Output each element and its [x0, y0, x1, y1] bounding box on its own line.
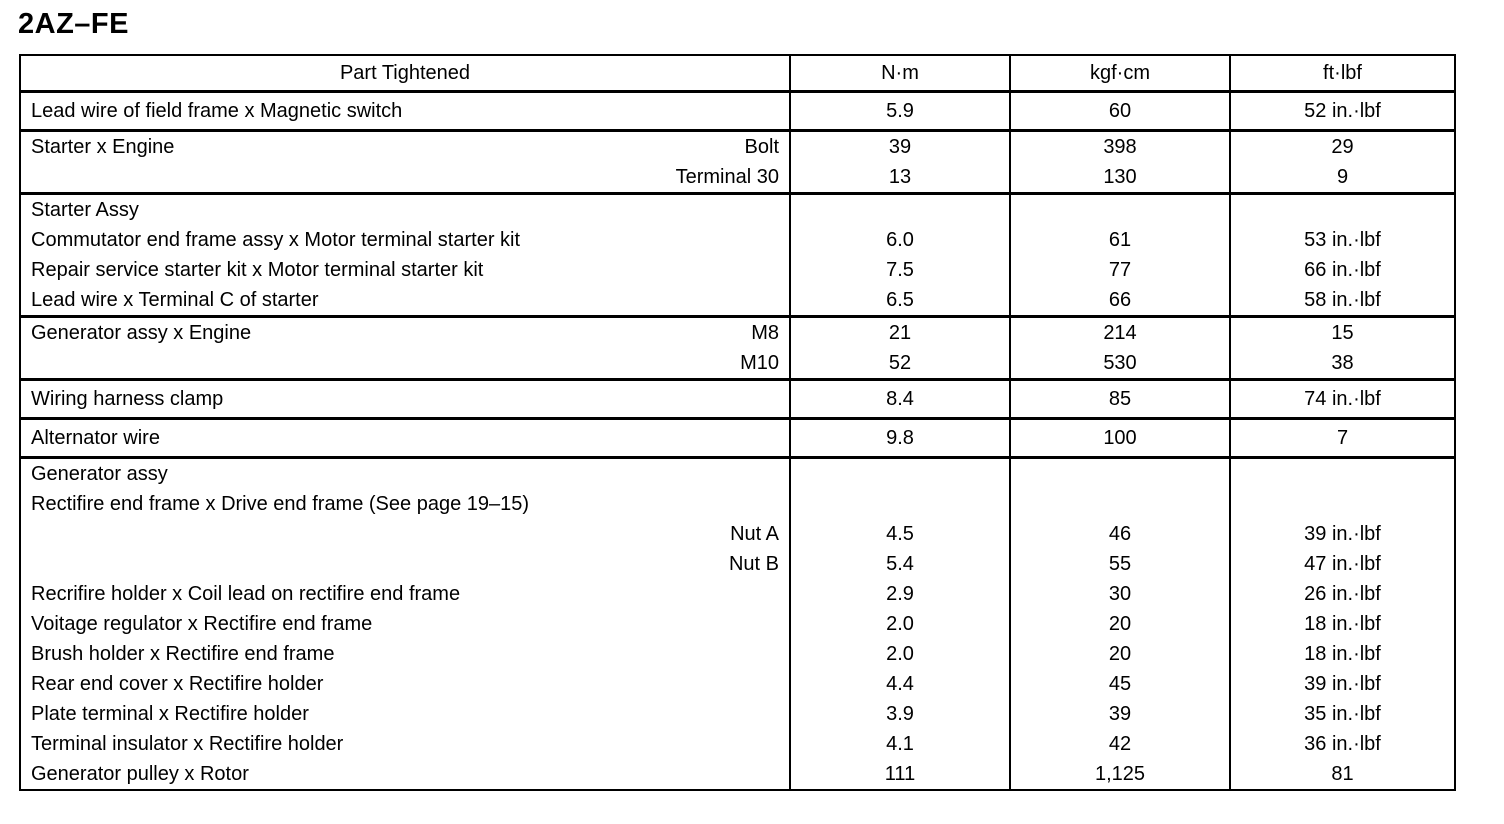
- value-nm: [791, 459, 1009, 489]
- cell-nm: [790, 131, 1010, 194]
- cell-nm: [790, 419, 1010, 458]
- table-row: [20, 317, 1455, 380]
- value-kgf: 30: [1108, 583, 1132, 605]
- part-name: Commutator end frame assy x Motor terminal starter kit: [31, 229, 521, 251]
- value-kgf: 60: [1108, 100, 1132, 122]
- table-row: [20, 419, 1455, 458]
- part-line: [21, 579, 789, 609]
- part-name: Rear end cover x Rectifire holder: [31, 673, 324, 695]
- value-ft: 26 in.·lbf: [1304, 583, 1381, 605]
- part-line: [21, 669, 789, 699]
- value-ft: 39 in.·lbf: [1304, 673, 1381, 695]
- part-line: [21, 609, 789, 639]
- value-kgf: 130: [1103, 166, 1137, 188]
- part-sub-label: M8: [751, 322, 779, 344]
- value-nm: 8.4: [886, 388, 914, 410]
- cell-nm: [790, 458, 1010, 791]
- cell-part: [20, 419, 790, 458]
- part-name: Generator pulley x Rotor: [31, 763, 249, 785]
- value-kgf: 100: [1103, 427, 1137, 449]
- value-ft: 81: [1331, 763, 1354, 785]
- value-kgf: 42: [1108, 733, 1132, 755]
- part-name: Generator assy: [31, 463, 168, 485]
- table-row: [20, 92, 1455, 131]
- part-line: [21, 699, 789, 729]
- part-name: Plate terminal x Rectifire holder: [31, 703, 309, 725]
- value-nm: 39: [888, 136, 912, 158]
- value-ft: [1231, 489, 1454, 519]
- value-nm: 2.0: [886, 613, 914, 635]
- value-ft: 47 in.·lbf: [1304, 553, 1381, 575]
- cell-ft: [1230, 131, 1455, 194]
- cell-kgf: [1010, 194, 1230, 317]
- part-name: Starter Assy: [31, 199, 139, 221]
- value-nm: 21: [888, 322, 912, 344]
- row-group: [20, 317, 1455, 380]
- row-group: [20, 380, 1455, 419]
- part-sub-label: M10: [740, 352, 779, 374]
- part-line: [21, 639, 789, 669]
- value-nm: 9.8: [886, 427, 914, 449]
- cell-ft: [1230, 317, 1455, 380]
- value-kgf: 398: [1103, 136, 1137, 158]
- cell-kgf: [1010, 458, 1230, 791]
- part-name: Lead wire of field frame x Magnetic switch: [31, 100, 403, 122]
- value-ft: 58 in.·lbf: [1304, 289, 1381, 311]
- cell-nm: [790, 92, 1010, 131]
- value-kgf: [1011, 489, 1229, 519]
- cell-nm: [790, 380, 1010, 419]
- value-kgf: [1011, 459, 1229, 489]
- part-name: Voitage regulator x Rectifire end frame: [31, 613, 373, 635]
- part-line: [21, 348, 789, 378]
- cell-ft: [1230, 419, 1455, 458]
- value-nm: [791, 489, 1009, 519]
- part-line: [21, 549, 789, 579]
- value-nm: 6.0: [886, 229, 914, 251]
- row-group: [20, 131, 1455, 194]
- cell-kgf: [1010, 419, 1230, 458]
- part-name: Recrifire holder x Coil lead on rectifire end frame: [31, 583, 461, 605]
- part-line: [21, 420, 789, 456]
- part-line: [21, 285, 789, 315]
- value-nm: 2.9: [886, 583, 914, 605]
- part-name: Terminal insulator x Rectifire holder: [31, 733, 344, 755]
- part-sub-label: Nut B: [728, 553, 779, 575]
- value-kgf: 20: [1108, 643, 1132, 665]
- value-ft: 18 in.·lbf: [1304, 643, 1381, 665]
- value-ft: 36 in.·lbf: [1304, 733, 1381, 755]
- part-line: [21, 459, 789, 489]
- part-line: [21, 381, 789, 417]
- cell-ft: [1230, 194, 1455, 317]
- value-kgf: 55: [1108, 553, 1132, 575]
- value-nm: 13: [888, 166, 912, 188]
- row-group: [20, 458, 1455, 791]
- part-name: Wiring harness clamp: [31, 388, 224, 410]
- header-ft: ft·lbf: [1230, 55, 1455, 92]
- cell-kgf: [1010, 92, 1230, 131]
- cell-part: [20, 317, 790, 380]
- cell-ft: [1230, 92, 1455, 131]
- value-ft: 52 in.·lbf: [1304, 100, 1381, 122]
- value-ft: 38: [1331, 352, 1354, 374]
- cell-kgf: [1010, 131, 1230, 194]
- part-name: Repair service starter kit x Motor terminal starter kit: [31, 259, 484, 281]
- part-name: Brush holder x Rectifire end frame: [31, 643, 335, 665]
- value-ft: [1231, 195, 1454, 225]
- value-nm: 4.4: [886, 673, 914, 695]
- part-line: [21, 759, 789, 789]
- cell-part: [20, 458, 790, 791]
- value-nm: 7.5: [886, 259, 914, 281]
- value-ft: 53 in.·lbf: [1304, 229, 1381, 251]
- part-line: [21, 225, 789, 255]
- row-group: [20, 92, 1455, 131]
- value-kgf: 46: [1108, 523, 1132, 545]
- part-sub-label: Bolt: [744, 136, 779, 158]
- row-group: [20, 194, 1455, 317]
- value-ft: [1231, 459, 1454, 489]
- part-line: [21, 729, 789, 759]
- part-line: [21, 489, 789, 519]
- part-line: [21, 519, 789, 549]
- value-nm: 5.9: [886, 100, 914, 122]
- value-nm: 52: [888, 352, 912, 374]
- part-name: Rectifire end frame x Drive end frame (See page 19–15): [31, 493, 530, 515]
- value-kgf: 77: [1108, 259, 1132, 281]
- value-nm: 4.5: [886, 523, 914, 545]
- value-kgf: 39: [1108, 703, 1132, 725]
- part-line: [21, 162, 789, 192]
- part-name: Alternator wire: [31, 427, 160, 449]
- value-nm: 5.4: [886, 553, 914, 575]
- cell-part: [20, 380, 790, 419]
- value-nm: 6.5: [886, 289, 914, 311]
- value-ft: 18 in.·lbf: [1304, 613, 1381, 635]
- table-row: [20, 458, 1455, 791]
- value-nm: 111: [884, 763, 916, 785]
- table-row: [20, 131, 1455, 194]
- value-ft: 66 in.·lbf: [1304, 259, 1381, 281]
- part-name: Generator assy x Engine: [31, 322, 252, 344]
- value-ft: 29: [1331, 136, 1354, 158]
- cell-ft: [1230, 380, 1455, 419]
- row-group: [20, 419, 1455, 458]
- part-sub-label: Nut A: [730, 523, 779, 545]
- cell-ft: [1230, 458, 1455, 791]
- header-row: [20, 55, 1455, 92]
- value-kgf: 61: [1108, 229, 1132, 251]
- value-ft: 9: [1336, 166, 1349, 188]
- part-line: [21, 195, 789, 225]
- cell-kgf: [1010, 317, 1230, 380]
- cell-kgf: [1010, 380, 1230, 419]
- cell-nm: [790, 194, 1010, 317]
- header-part: Part Tightened: [20, 55, 790, 92]
- part-sub-label: Terminal 30: [675, 166, 779, 188]
- part-name: Lead wire x Terminal C of starter: [31, 289, 319, 311]
- value-kgf: 214: [1103, 322, 1137, 344]
- part-name: Starter x Engine: [31, 136, 175, 158]
- value-nm: 3.9: [886, 703, 914, 725]
- table-row: [20, 194, 1455, 317]
- cell-part: [20, 194, 790, 317]
- value-kgf: 530: [1103, 352, 1137, 374]
- cell-part: [20, 131, 790, 194]
- value-ft: 39 in.·lbf: [1304, 523, 1381, 545]
- value-kgf: 45: [1108, 673, 1132, 695]
- value-kgf: 85: [1108, 388, 1132, 410]
- header-nm: N·m: [790, 55, 1010, 92]
- value-nm: 2.0: [886, 643, 914, 665]
- part-line: [21, 93, 789, 129]
- value-nm: 4.1: [886, 733, 914, 755]
- value-kgf: 66: [1108, 289, 1132, 311]
- value-ft: 15: [1331, 322, 1354, 344]
- value-nm: [791, 195, 1009, 225]
- cell-nm: [790, 317, 1010, 380]
- value-kgf: 20: [1108, 613, 1132, 635]
- part-line: [21, 318, 789, 348]
- value-ft: 7: [1336, 427, 1349, 449]
- torque-spec-table: [19, 54, 1456, 791]
- value-kgf: 1,125: [1094, 763, 1146, 785]
- table-row: [20, 380, 1455, 419]
- cell-part: [20, 92, 790, 131]
- value-ft: 35 in.·lbf: [1304, 703, 1381, 725]
- value-ft: 74 in.·lbf: [1304, 388, 1381, 410]
- part-line: [21, 132, 789, 162]
- part-line: [21, 255, 789, 285]
- page-title: 2AZ–FE: [18, 8, 129, 40]
- header-kgf: kgf·cm: [1010, 55, 1230, 92]
- value-kgf: [1011, 195, 1229, 225]
